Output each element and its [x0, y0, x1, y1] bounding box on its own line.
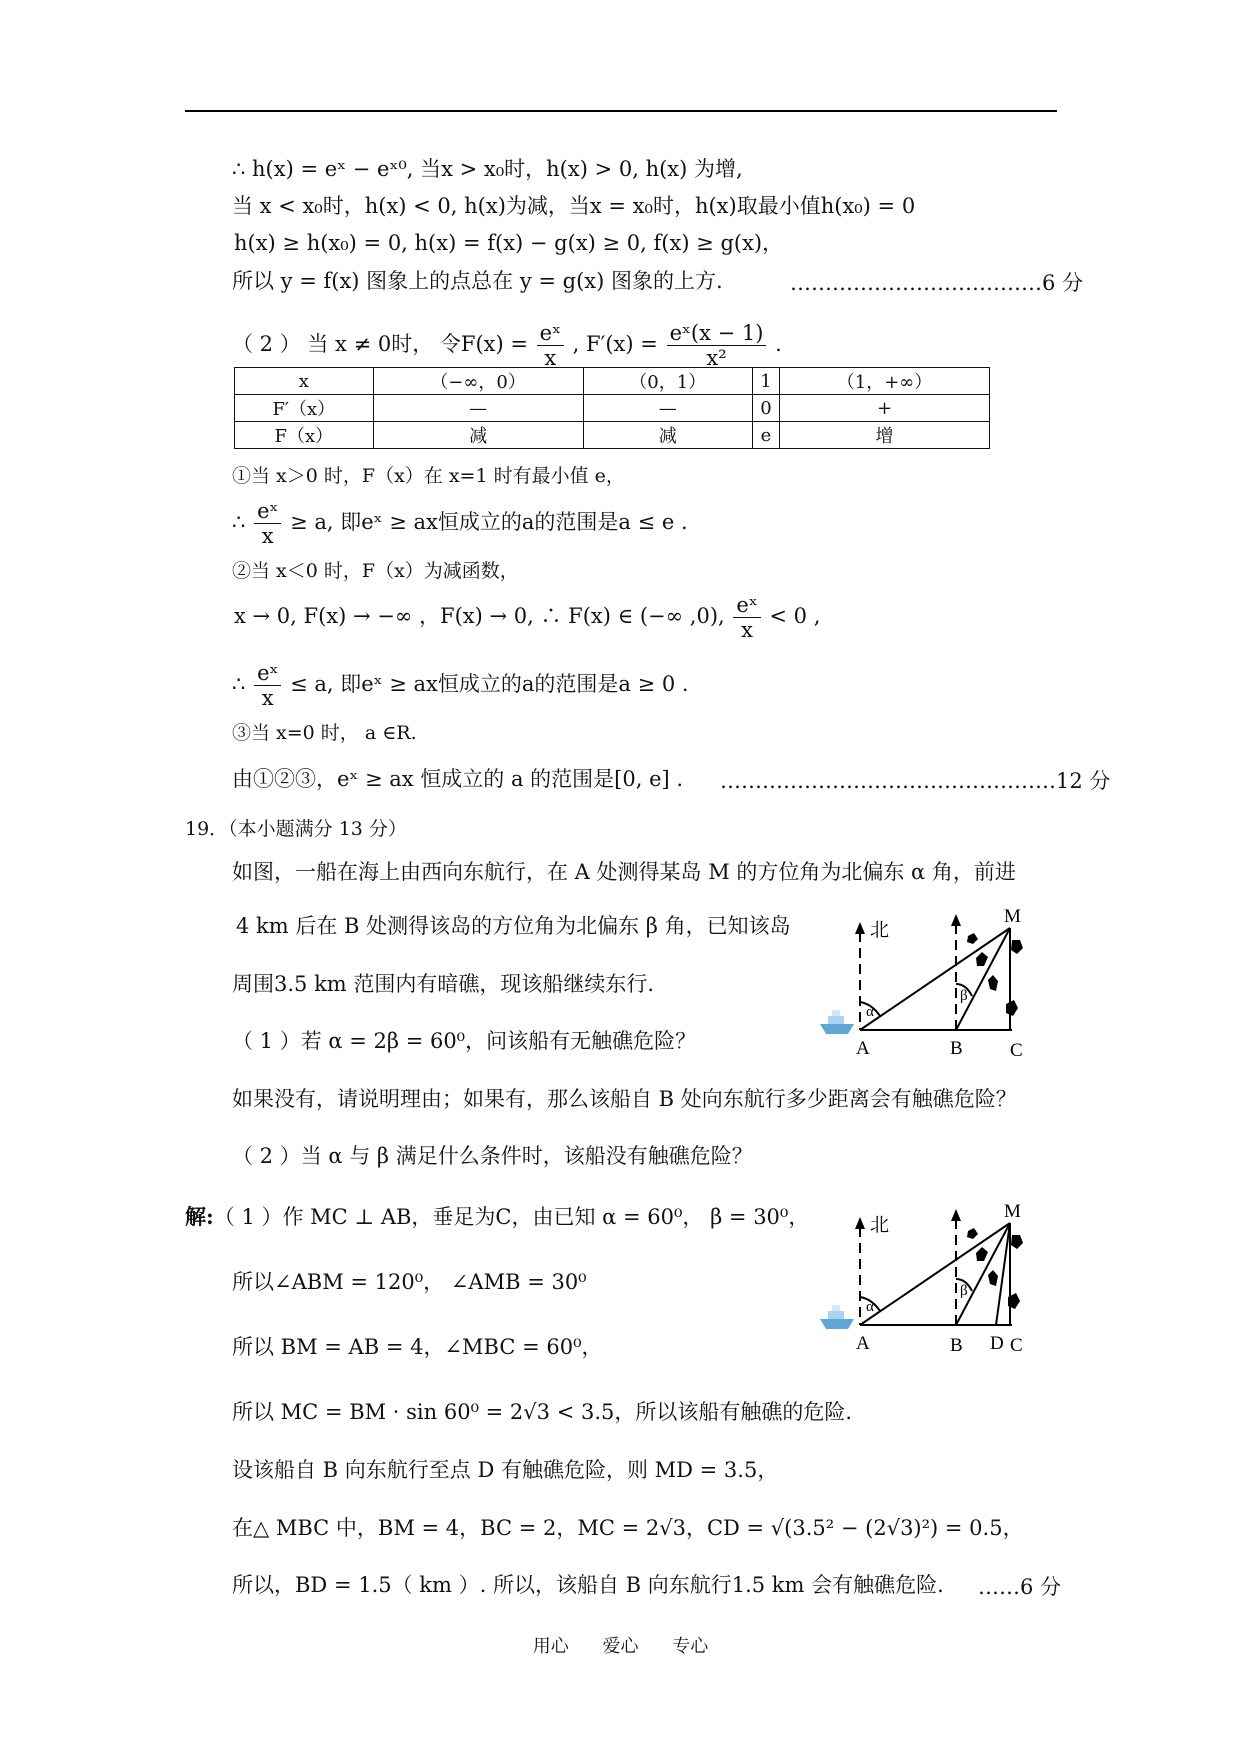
case-2-conclusion	[232, 658, 689, 710]
part2-definition	[232, 318, 782, 370]
footer-word: 专心	[672, 1636, 709, 1657]
table-cell: —	[583, 395, 752, 422]
therefore-symbol: ∴	[232, 672, 246, 696]
north-arrow-icon	[951, 914, 961, 926]
point-m-label: M	[1004, 906, 1021, 927]
beta-label: β	[960, 1283, 968, 1299]
table-row	[235, 422, 990, 449]
table-cell: —	[373, 395, 583, 422]
line-am	[860, 928, 1010, 1030]
line-bm	[956, 928, 1010, 1030]
table-cell: 1	[752, 368, 779, 395]
part2-mid: , F′(x) =	[572, 332, 658, 356]
alpha-label: α	[866, 1004, 874, 1020]
header-rule	[185, 110, 1057, 112]
table-cell: 增	[780, 422, 990, 449]
alpha-label: α	[866, 1299, 874, 1315]
final-conclusion: 由①②③，eˣ ≥ ax 恒成立的 a 的范围是[0, e] .	[232, 767, 684, 791]
fraction-denominator: x	[261, 524, 274, 548]
fraction-numerator: eˣ	[254, 661, 281, 686]
footer-word: 爱心	[602, 1636, 639, 1657]
ship-diagram-1	[800, 900, 1050, 1060]
case-1-conclusion	[232, 496, 688, 548]
table-cell: 0	[752, 395, 779, 422]
part2-end: .	[775, 332, 782, 356]
solution-line-3: 所以 BM = AB = 4，∠MBC = 60⁰，	[232, 1335, 603, 1359]
reef-icon	[967, 933, 1023, 1016]
question-19-text-3: 周围3.5 km 范围内有暗礁，现该船继续东行.	[232, 972, 655, 996]
table-cell: F′（x）	[235, 395, 374, 422]
fraction-F-prime	[667, 321, 767, 370]
question-19-heading: 19．（本小题满分 13 分）	[185, 818, 407, 840]
table-cell: e	[752, 422, 779, 449]
fraction-numerator: eˣ	[733, 593, 760, 618]
solution-line-5: 设该船自 B 向东航行至点 D 有触礁危险，则 MD = 3.5，	[232, 1458, 779, 1482]
case-2-limit-text: x → 0, F(x) → −∞ ，F(x) → 0, ∴ F(x) ∈ (−∞ ,0),	[234, 604, 725, 628]
solution-line-1: （ 1 ）作 MC ⊥ AB，垂足为C，由已知 α = 60⁰， β = 30⁰，	[213, 1205, 810, 1229]
fraction-denominator: x	[741, 618, 753, 642]
table-cell: （0，1）	[583, 368, 752, 395]
north-label: 北	[870, 920, 890, 941]
case-2-rest: ≤ a, 即eˣ ≥ ax恒成立的a的范围是a ≥ 0 .	[290, 672, 689, 696]
solution-line-2: 所以∠ABM = 120⁰， ∠AMB = 30⁰	[232, 1270, 587, 1294]
north-arrow-icon	[855, 922, 865, 934]
fraction-F-prime-denominator: x²	[706, 346, 727, 370]
fraction-F	[537, 321, 564, 370]
point-c-label: C	[1010, 1335, 1023, 1355]
north-arrow-icon	[855, 1217, 865, 1229]
table-cell: +	[780, 395, 990, 422]
beta-label: β	[960, 988, 968, 1004]
therefore-symbol: ∴	[232, 510, 246, 534]
fraction-numerator: eˣ	[254, 499, 281, 524]
proof-line-2: 当 x < x₀时，h(x) < 0, h(x)为减，当x = x₀时，h(x)取最小值h(x₀) = 0	[232, 194, 916, 218]
fraction-F-denominator: x	[544, 346, 557, 370]
reef-icon	[967, 1228, 1023, 1309]
table-row	[235, 395, 990, 422]
question-19-text-4: 如果没有，请说明理由；如果有，那么该船自 B 处向东航行多少距离会有触礁危险？	[232, 1087, 1017, 1111]
table-cell: （1，+∞）	[780, 368, 990, 395]
footer-word: 用心	[532, 1636, 569, 1657]
fraction-ex-over-x	[733, 593, 760, 642]
point-m-label: M	[1004, 1201, 1021, 1222]
fraction-ex-over-x	[254, 499, 281, 548]
fraction-F-numerator: eˣ	[537, 321, 564, 346]
solution-line-7: 所以，BD = 1.5（ km ）. 所以，该船自 B 向东航行1.5 km 会有触礁危险.	[232, 1573, 944, 1597]
point-a-label: A	[856, 1333, 870, 1354]
solution-line-4: 所以 MC = BM · sin 60⁰ = 2√3 < 3.5，所以该船有触礁的危险.	[232, 1400, 853, 1424]
solution-row-1	[185, 1203, 809, 1231]
case-1-rest: ≥ a, 即eˣ ≥ ax恒成立的a的范围是a ≤ e .	[290, 510, 688, 534]
table-cell: （−∞，0）	[373, 368, 583, 395]
score-12: …………………………………………12 分	[720, 769, 1111, 793]
proof-line-3: h(x) ≥ h(x₀) = 0, h(x) = f(x) − g(x) ≥ 0, f(x) ≥ g(x)，	[234, 231, 784, 255]
point-d-label: D	[990, 1333, 1004, 1354]
score-6-b: ……6 分	[978, 1575, 1062, 1599]
table-cell: x	[235, 368, 374, 395]
north-arrow-icon	[951, 1209, 961, 1221]
table-cell: 减	[583, 422, 752, 449]
fraction-F-prime-numerator: eˣ(x − 1)	[667, 321, 767, 346]
ship-diagram-2	[800, 1195, 1050, 1355]
table-cell: F（x）	[235, 422, 374, 449]
score-6-a: ………………………………6 分	[790, 271, 1084, 295]
point-c-label: C	[1010, 1040, 1023, 1060]
question-19-text-1: 如图，一船在海上由西向东航行，在 A 处测得某岛 M 的方位角为北偏东 α 角，前进	[232, 860, 1016, 884]
table-cell: 减	[373, 422, 583, 449]
page-footer	[0, 1632, 1241, 1658]
point-a-label: A	[856, 1038, 870, 1059]
point-b-label: B	[950, 1335, 963, 1355]
proof-line-4: 所以 y = f(x) 图象上的点总在 y = g(x) 图象的上方.	[232, 269, 723, 293]
point-b-label: B	[950, 1038, 963, 1059]
solution-label: 解:	[185, 1204, 214, 1229]
table-row	[235, 368, 990, 395]
question-19-text-2: 4 km 后在 B 处测得该岛的方位角为北偏东 β 角，已知该岛	[236, 914, 791, 938]
question-19-part-1: （ 1 ）若 α = 2β = 60⁰，问该船有无触礁危险？	[232, 1029, 697, 1053]
line-bm	[956, 1223, 1010, 1325]
proof-line-1: ∴ h(x) = eˣ − eˣ⁰, 当x > x₀时，h(x) > 0, h(x) 为增,	[232, 157, 743, 181]
case-2: ②当 x＜0 时，F（x）为减函数，	[232, 560, 519, 582]
fraction-denominator: x	[261, 686, 274, 710]
question-19-part-2: （ 2 ）当 α 与 β 满足什么条件时，该船没有触礁危险？	[232, 1144, 753, 1168]
fraction-ex-over-x	[254, 661, 281, 710]
case-1: ①当 x＞0 时，F（x）在 x=1 时有最小值 e，	[232, 465, 625, 487]
solution-line-6: 在△ MBC 中，BM = 4，BC = 2，MC = 2√3，CD = √(3.5² − (2√3)²) = 0.5，	[232, 1516, 1024, 1540]
case-3: ③当 x=0 时， a ∈R.	[232, 722, 417, 744]
case-2-limit	[234, 590, 820, 642]
line-am	[860, 1223, 1010, 1325]
ship-icon	[820, 1010, 854, 1034]
case-2-limit-rest: < 0 ,	[769, 604, 821, 628]
ship-icon	[820, 1305, 854, 1329]
monotonicity-table	[234, 367, 990, 449]
north-label: 北	[870, 1215, 890, 1236]
part2-prefix: （ 2 ） 当 x ≠ 0时， 令F(x) =	[232, 332, 528, 356]
